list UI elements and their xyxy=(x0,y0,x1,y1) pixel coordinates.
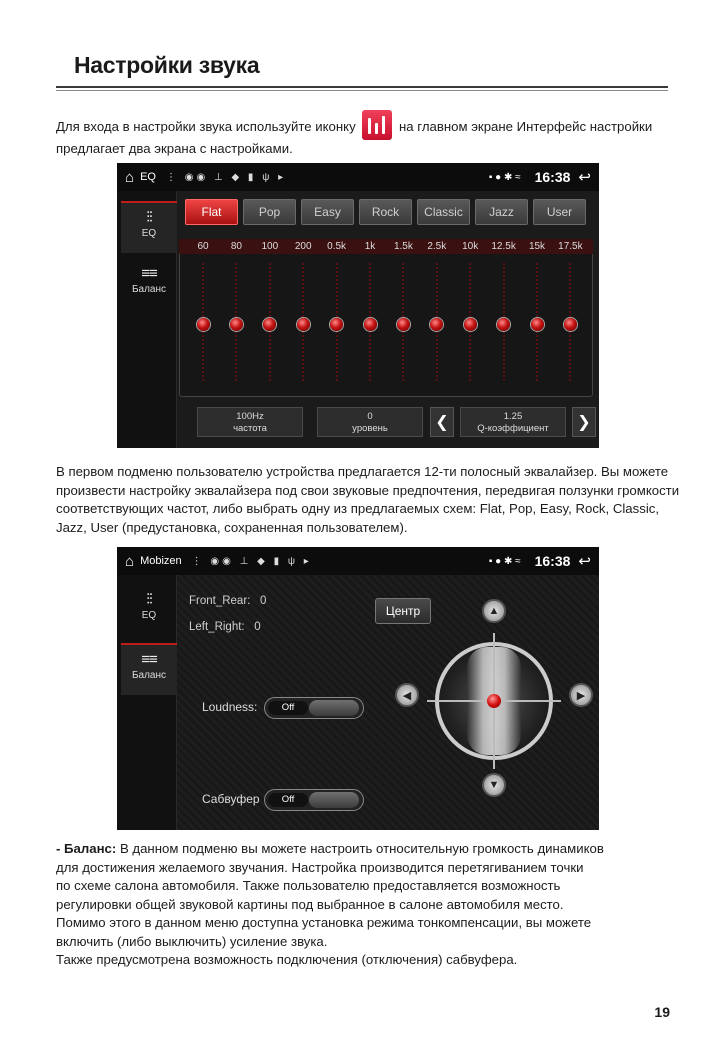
sidebar-item-balance[interactable] xyxy=(121,643,177,695)
band-label: 17.5k xyxy=(558,241,583,252)
level-box[interactable] xyxy=(317,407,423,437)
balance-heading: - Баланс: xyxy=(56,841,117,856)
tab-preset[interactable]: User xyxy=(533,199,586,225)
title-rule-thin xyxy=(56,90,668,91)
app-name: EQ xyxy=(140,171,156,183)
frequency-label: частота xyxy=(233,423,267,434)
intro-paragraph xyxy=(56,110,681,159)
tab-preset[interactable]: Rock xyxy=(359,199,412,225)
eq-slider-panel xyxy=(179,239,593,397)
tab-preset[interactable]: Classic xyxy=(417,199,470,225)
description-line: включить (либо выключить) усиление звука. xyxy=(56,933,328,949)
eq-description: В первом подменю пользователю устройства предлагается 12-ти полосный эквалайзер. Вы можете произвести настройку эквалайзера под свои звуковые предпочтения, передвигая ползунки громкости соответствующих частот, либо выбрать одну из предлагаемых схем: Flat, Pop, Easy, Rock, Classic, Jazz, User (предустановка, сохраненная пользователем). xyxy=(56,464,680,535)
balance-screenshot xyxy=(117,547,599,830)
band-label: 2.5k xyxy=(427,241,447,252)
sidebar xyxy=(117,575,177,830)
band-label: 60 xyxy=(197,241,209,252)
tab-preset[interactable]: Jazz xyxy=(475,199,528,225)
band-label: 12.5k xyxy=(491,241,516,252)
left-right-label: Left_Right: xyxy=(189,621,245,633)
sidebar-item-eq[interactable] xyxy=(121,585,177,637)
band-label: 15k xyxy=(528,241,546,252)
arrow-down-icon[interactable]: ▼ xyxy=(482,773,506,797)
level-value: 0 xyxy=(367,411,373,422)
toggle-knob xyxy=(309,700,359,716)
band-slider-knob[interactable] xyxy=(364,318,377,331)
loudness-state: Off xyxy=(268,701,308,715)
description-line: Помимо этого в данном меню доступна установка режима тонкомпенсации, вы можете xyxy=(56,915,592,930)
description-line: Также предусмотрена возможность подключения (отключения) сабвуфера. xyxy=(56,952,518,967)
home-icon[interactable]: ⌂ xyxy=(125,552,135,570)
sidebar xyxy=(117,191,177,448)
subwoofer-state: Off xyxy=(268,793,308,807)
q-box[interactable] xyxy=(460,407,566,437)
band-slider-knob[interactable] xyxy=(297,318,310,331)
band-slider-knob[interactable] xyxy=(230,318,243,331)
status-bar xyxy=(117,163,599,191)
band-slider-knob[interactable] xyxy=(330,318,343,331)
sidebar-item-label: EQ xyxy=(141,228,157,239)
left-right-readout xyxy=(189,621,261,633)
band-label: 1k xyxy=(364,241,376,252)
title-rule xyxy=(56,86,668,88)
prev-arrow-button[interactable]: ❮ xyxy=(430,407,454,437)
arrow-up-icon[interactable]: ▲ xyxy=(482,599,506,623)
tab-preset[interactable]: Flat xyxy=(185,199,238,225)
loudness-label: Loudness: xyxy=(202,700,258,714)
loudness-toggle[interactable] xyxy=(264,697,364,719)
page-title: Настройки звука xyxy=(74,52,260,78)
sidebar-item-label: EQ xyxy=(141,610,157,621)
clock: 16:38 xyxy=(534,169,571,185)
status-icons: ▪ ● ✱ ≈ xyxy=(488,555,521,567)
equalizer-app-icon xyxy=(362,110,392,140)
sidebar-item-label: Баланс xyxy=(131,284,167,295)
clock: 16:38 xyxy=(534,553,571,569)
page-number: 19 xyxy=(654,1004,670,1020)
band-label: 10k xyxy=(462,241,479,252)
preset-tabs xyxy=(185,199,586,225)
home-icon[interactable]: ⌂ xyxy=(125,168,135,186)
center-button[interactable]: Центр xyxy=(375,598,431,624)
band-label: 1.5k xyxy=(393,241,413,252)
status-icons: ▪ ● ✱ ≈ xyxy=(488,171,521,183)
description-line: для достижения желаемого звучания. Настройка производится перетягиванием точки xyxy=(56,859,584,875)
description-line: В данном подменю вы можете настроить относительную громкость динамиков xyxy=(116,841,604,856)
arrow-right-icon[interactable]: ▶ xyxy=(569,683,593,707)
sidebar-item-label: Баланс xyxy=(131,670,167,681)
balance-icon: ≡≡ xyxy=(141,651,157,668)
sidebar-item-eq[interactable] xyxy=(121,201,177,253)
band-slider-knob[interactable] xyxy=(397,318,410,331)
band-slider-knob[interactable] xyxy=(531,318,544,331)
equalizer-icon: ⫶⫶ xyxy=(146,209,152,226)
toggle-knob xyxy=(309,792,359,808)
subwoofer-toggle[interactable] xyxy=(264,789,364,811)
back-icon[interactable]: ↩ xyxy=(578,553,591,570)
intro-text-before: Для входа в настройки звука используйте иконку xyxy=(56,119,356,134)
front-rear-value: 0 xyxy=(259,595,267,607)
subwoofer-label: Сабвуфер xyxy=(202,792,260,806)
band-slider-knob[interactable] xyxy=(197,318,210,331)
band-slider-knob[interactable] xyxy=(464,318,477,331)
q-label: Q-коэффициент xyxy=(477,423,549,434)
front-rear-readout xyxy=(189,595,266,607)
band-label: 0.5k xyxy=(327,241,347,252)
back-icon[interactable]: ↩ xyxy=(578,169,591,186)
status-bar xyxy=(117,547,599,575)
sidebar-item-balance[interactable] xyxy=(121,259,177,311)
frequency-value: 100Hz xyxy=(236,411,264,422)
left-right-value: 0 xyxy=(254,621,261,633)
band-label: 200 xyxy=(294,241,312,252)
band-label: 80 xyxy=(230,241,242,252)
app-name: Mobizen xyxy=(140,555,182,567)
eq-screenshot xyxy=(117,163,599,448)
front-rear-label: Front_Rear: xyxy=(189,595,251,607)
tab-preset[interactable]: Easy xyxy=(301,199,354,225)
notification-icons: ⋮ ◉◉ ⊥ ◆ ▮ ψ ▸ xyxy=(165,171,287,183)
intro-text-after: на главном экране Интерфейс настройки предлагает два экрана с настройками. xyxy=(56,119,653,156)
level-label: уровень xyxy=(352,423,388,434)
notification-icons: ⋮ ◉◉ ⊥ ◆ ▮ ψ ▸ xyxy=(191,555,312,567)
q-value: 1.25 xyxy=(503,411,523,422)
description-line: регулировки общей звуковой картины под выбранное в салоне автомобиля место. xyxy=(56,896,564,912)
band-label: 100 xyxy=(261,241,279,252)
balance-description xyxy=(56,840,681,970)
frequency-box[interactable] xyxy=(197,407,303,437)
band-slider-knob[interactable] xyxy=(497,318,510,331)
description-line: по схеме салона автомобиля. Также пользователю предоставляется возможность xyxy=(56,878,561,893)
balance-icon: ≡≡ xyxy=(141,265,157,282)
tab-preset[interactable]: Pop xyxy=(243,199,296,225)
arrow-left-icon[interactable]: ◀ xyxy=(395,683,419,707)
band-slider-knob[interactable] xyxy=(564,318,577,331)
next-arrow-button[interactable]: ❯ xyxy=(572,407,596,437)
balance-point-handle[interactable] xyxy=(487,694,501,708)
equalizer-icon: ⫶⫶ xyxy=(146,591,152,608)
